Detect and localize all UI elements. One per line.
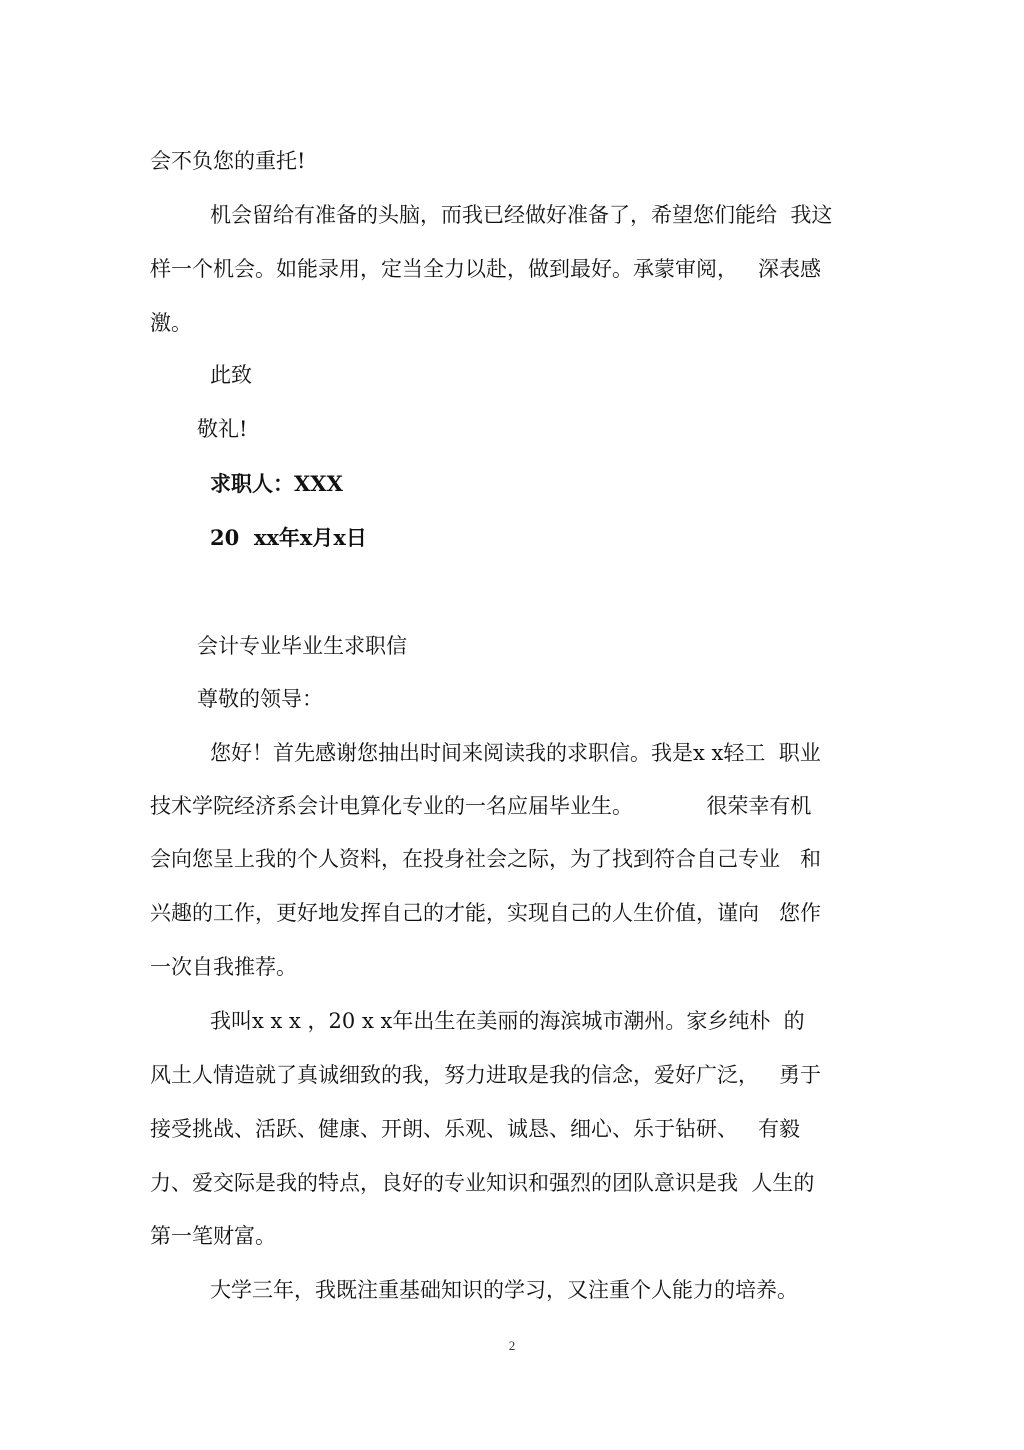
- text-line: 第一笔财富。: [150, 1224, 276, 1248]
- text-line: 一次自我推荐。: [150, 955, 297, 979]
- letter-title: 会计专业毕业生求职信: [197, 634, 407, 658]
- applicant-signature: 求职人：XXX: [210, 471, 343, 496]
- page-number: 2: [508, 1338, 516, 1353]
- closing-line: 此致: [210, 363, 252, 387]
- text-line: 兴趣的工作，更好地发挥自己的才能，实现自己的人生价值，谨向 您作: [150, 901, 822, 925]
- text-line: 会向您呈上我的个人资料，在投身社会之际，为了找到符合自己专业 和: [150, 847, 822, 871]
- text-line: 技术学院经济系会计电算化专业的一名应届毕业生。 很荣幸有机: [150, 794, 812, 818]
- text-line: 接受挑战、活跃、健康、开朗、乐观、诚恳、细心、乐于钻研、 有毅: [150, 1117, 801, 1141]
- text-line: 我叫x x x ，20 x x年出生在美丽的海滨城市潮州。家乡纯朴 的: [210, 1009, 805, 1033]
- text-line: 力、爱交际是我的特点，良好的专业知识和强烈的团队意识是我 人生的: [150, 1171, 815, 1195]
- text-line: 大学三年，我既注重基础知识的学习，又注重个人能力的培养。: [210, 1278, 798, 1302]
- text-line: 激。: [150, 311, 192, 335]
- date-line: 20 xx年x月x日: [210, 525, 367, 550]
- text-line: 机会留给有准备的头脑，而我已经做好准备了，希望您们能给 我这: [210, 203, 833, 227]
- text-line: 样一个机会。如能录用，定当全力以赴，做到最好。承蒙审阅， 深表感: [150, 257, 822, 281]
- closing-line: 敬礼!: [197, 417, 248, 441]
- text-line: 风土人情造就了真诚细致的我，努力进取是我的信念，爱好广泛， 勇于: [150, 1063, 822, 1087]
- text-line: 会不负您的重托!: [150, 149, 306, 173]
- salutation: 尊敬的领导：: [197, 687, 323, 711]
- text-line: 您好！首先感谢您抽出时间来阅读我的求职信。我是x x轻工 职业: [210, 741, 821, 765]
